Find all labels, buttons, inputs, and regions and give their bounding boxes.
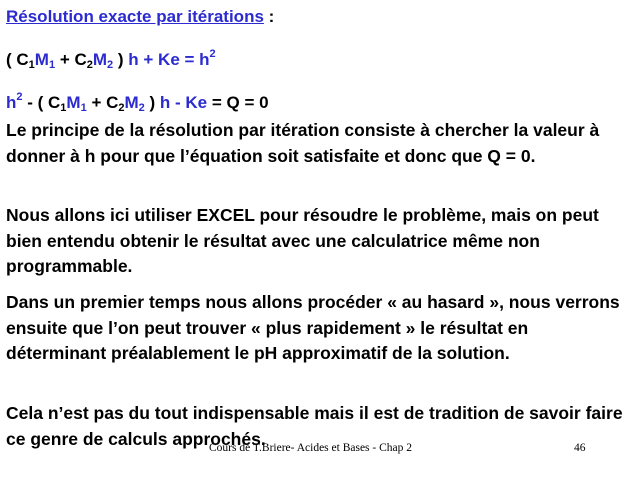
eq2-sub-m1: 1: [80, 102, 87, 114]
eq2-exponent: 2: [16, 91, 23, 103]
eq2-h: h: [6, 93, 17, 112]
paragraph-tradition: Cela n’est pas du tout indispensable mais il est de tradition de savoir faire ce genre de calculs approchés.: [6, 403, 623, 449]
eq1-m2: M: [92, 50, 108, 69]
eq2-sub-m2: 2: [138, 102, 145, 114]
paragraph-excel: Nous allons ici utiliser EXCEL pour résoudre le problème, mais on peut bien entendu obtenir le résultat avec une calculatrice même non programmable.: [6, 205, 599, 276]
paragraph-method: Dans un premier temps nous allons procéder « au hasard », nous verrons ensuite que l’on peut trouver « plus rapidement » le résultat en déterminant préalablement le pH approximatif de la solution.: [6, 292, 620, 363]
eq2-rest: h - Ke: [159, 93, 208, 112]
equation-1: [6, 50, 216, 70]
page-number: 46: [574, 442, 586, 454]
eq1-m1: M: [34, 50, 49, 69]
eq2-sub-c1: 1: [60, 102, 67, 114]
eq1-close: ): [113, 50, 129, 69]
eq2-result: = Q = 0: [207, 93, 269, 112]
eq1-sub-m2: 2: [107, 59, 114, 71]
paragraph-principle: Le principe de la résolution par itération consiste à chercher la valeur à donner à h pour que l’équation soit satisfaite et donc que Q = 0.: [6, 120, 600, 166]
title-colon: :: [263, 7, 275, 26]
eq1-sub-c1: 1: [28, 59, 35, 71]
eq2-open: - ( C: [22, 93, 61, 112]
eq2-close: ): [144, 93, 160, 112]
eq1-open: ( C: [6, 50, 29, 69]
eq1-rhs: h + Ke = h: [128, 50, 210, 69]
equation-2: [6, 93, 269, 113]
title-text: Résolution exacte par itérations: [6, 7, 264, 26]
eq1-plus: + C: [55, 50, 87, 69]
eq1-sub-c2: 2: [86, 59, 93, 71]
eq2-plus: + C: [86, 93, 119, 112]
footer-course: Cours de T.Briere- Acides et Bases - Chap 2: [209, 442, 413, 454]
eq2-sub-c2: 2: [118, 102, 125, 114]
eq1-sub-m1: 1: [48, 59, 56, 71]
eq2-m2: M: [124, 93, 139, 112]
slide-title: [6, 7, 274, 27]
eq1-exponent: 2: [209, 48, 216, 60]
eq2-m1: M: [66, 93, 81, 112]
